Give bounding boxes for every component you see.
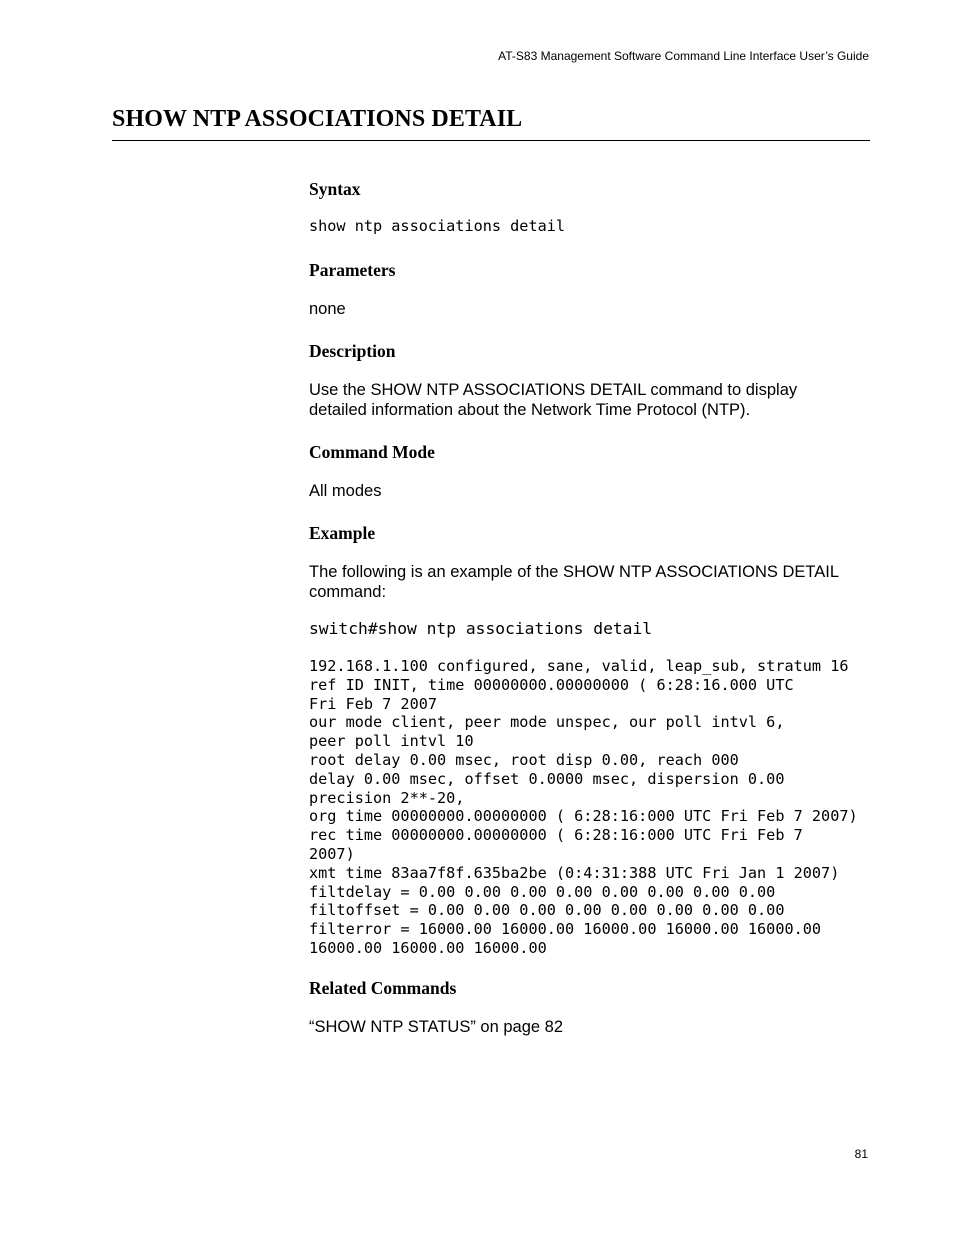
page-number: 81	[854, 1147, 868, 1161]
command-mode-text: All modes	[309, 482, 382, 500]
title-rule	[112, 140, 870, 141]
description-heading: Description	[309, 341, 396, 361]
description-text: Use the SHOW NTP ASSOCIATIONS DETAIL command to display detailed information about the Network Time Protocol (NTP).	[309, 381, 798, 419]
syntax-code: show ntp associations detail	[309, 217, 566, 235]
example-heading: Example	[309, 523, 376, 543]
syntax-heading: Syntax	[309, 179, 361, 199]
related-command-link[interactable]: “SHOW NTP STATUS” on page 82	[309, 1018, 563, 1036]
running-header: AT-S83 Management Software Command Line Interface User’s Guide	[498, 49, 869, 63]
example-text: The following is an example of the SHOW NTP ASSOCIATIONS DETAIL command:	[309, 563, 839, 601]
page-title: SHOW NTP ASSOCIATIONS DETAIL	[112, 106, 523, 132]
example-output: 192.168.1.100 configured, sane, valid, leap_sub, stratum 16 ref ID INIT, time 00000000.00000000 ( 6:28:16.000 UTC Fri Feb 7 2007 our mode client, peer mode unspec, our poll intvl 6, peer poll intvl 10 root delay 0.00 msec, root disp 0.00, reach 000 delay 0.00 msec, offset 0.0000 msec, dispersion 0.00 precision 2**-20, org time 00000000.00000000 ( 6:28:16:000 UTC Fri Feb 7 2007) rec time 00000000.00000000 ( 6:28:16:000 UTC Fri Feb 7 2007) xmt time 83aa7f8f.635ba2be (0:4:31:388 UTC Fri Jan 1 2007) filtdelay = 0.00 0.00 0.00 0.00 0.00 0.00 0.00 0.00 filtoffset = 0.00 0.00 0.00 0.00 0.00 0.00 0.00 0.00 filterror = 16000.00 16000.00 16000.00 16000.00 16000.00 16000.00 16000.00 16000.00	[309, 657, 858, 957]
related-commands-heading: Related Commands	[309, 978, 457, 998]
parameters-text: none	[309, 300, 346, 318]
parameters-heading: Parameters	[309, 260, 396, 280]
command-mode-heading: Command Mode	[309, 442, 435, 462]
example-command: switch#show ntp associations detail	[309, 619, 653, 638]
